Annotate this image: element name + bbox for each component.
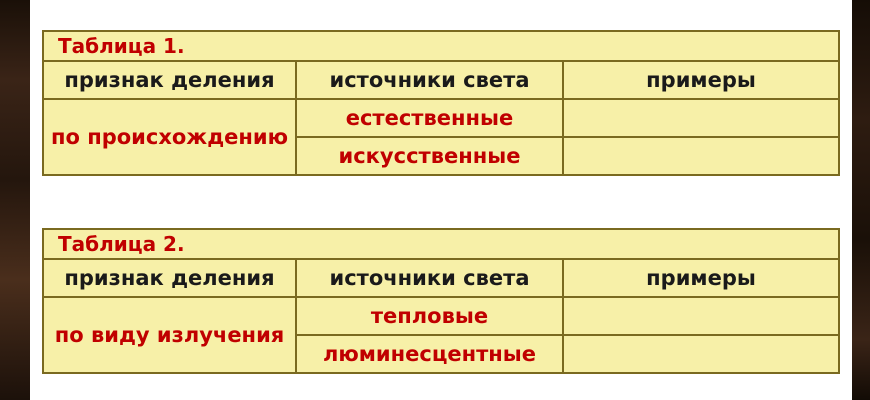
film-edge-right [852,0,870,400]
table-2-caption: Таблица 2. [43,229,839,259]
table-row [43,259,839,297]
table-1-header-sources: источники света [296,61,563,99]
table-2 [42,228,840,374]
table-row [43,229,839,259]
table-1-header-examples: примеры [563,61,839,99]
table-2-examples-luminescent [563,335,839,373]
table-1-source-artificial: искусственные [296,137,563,175]
table-2-source-thermal: тепловые [296,297,563,335]
table-1-caption: Таблица 1. [43,31,839,61]
table-1-examples-natural [563,99,839,137]
table-2-source-luminescent: люминесцентные [296,335,563,373]
table-2-header-criterion: признак деления [43,259,296,297]
table-row [43,61,839,99]
table-1-examples-artificial [563,137,839,175]
table-2-header-sources: источники света [296,259,563,297]
table-1 [42,30,840,176]
table-1-source-natural: естественные [296,99,563,137]
table-1-row-label: по происхождению [43,99,296,175]
film-edge-left [0,0,30,400]
table-2-row-label: по виду излучения [43,297,296,373]
table-2-header-examples: примеры [563,259,839,297]
table-row [43,99,839,137]
table-row [43,31,839,61]
table-1-header-criterion: признак деления [43,61,296,99]
slide-sheet [30,0,852,400]
table-row [43,297,839,335]
table-2-examples-thermal [563,297,839,335]
